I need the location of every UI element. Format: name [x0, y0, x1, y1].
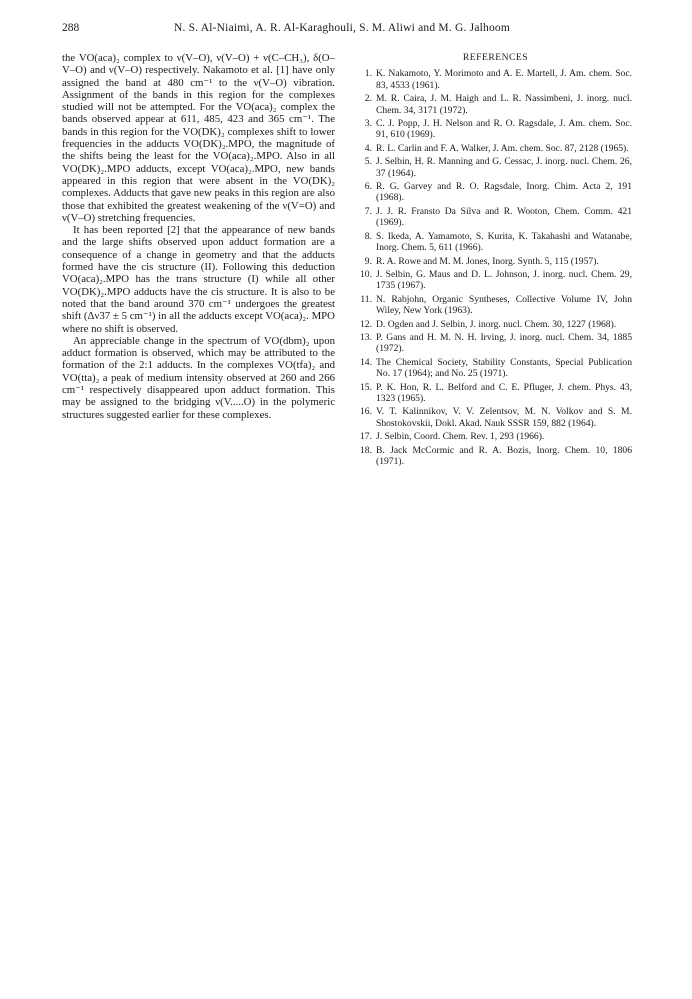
reference-number: 4. [364, 142, 372, 154]
reference-text: B. Jack McCormic and R. A. Bozis, Inorg. Chem. 10, 1806 (1971). [376, 444, 632, 467]
reference-item [359, 206, 632, 229]
reference-number: 18. [360, 444, 372, 456]
reference-number: 6. [364, 181, 372, 193]
reference-item [359, 256, 632, 267]
reference-text: D. Ogden and J. Selbin, J. inorg. nucl. Chem. 30, 1227 (1968). [376, 318, 617, 330]
reference-text: J. Selbin, H. R. Manning and G. Cessac, J. inorg. nucl. Chem. 26, 37 (1964). [376, 156, 632, 179]
references-heading: REFERENCES [462, 52, 529, 63]
body-paragraph: An appreciable change in the spectrum of VO(dbm)₂ upon adduct formation is observed, which may be attributed to the formation of the 2:1 adducts. In the complexes VO(tfa)₂ and VO(tta)₂ a peak of medium intensity observed at 260 and 266 cm⁻¹ respectively disappeared upon adduct formation. This may be assigned to the bridging ν(V.....O) in the polymeric structures suggested earlier for these complexes. [62, 334, 335, 421]
reference-text: J. Selbin, Coord. Chem. Rev. 1, 293 (1966). [376, 431, 545, 443]
reference-text: V. T. Kalinnikov, V. V. Zelentsov, M. N. Volkov and S. M. Shostokovskii, Dokl. Akad. Nauk SSSR 159, 882 (1964). [376, 406, 632, 429]
reference-item [359, 143, 632, 154]
reference-item [359, 319, 632, 330]
reference-number: 2. [364, 93, 372, 105]
reference-item [359, 406, 632, 429]
reference-number: 9. [364, 255, 372, 267]
reference-text: K. Nakamoto, Y. Morimoto and A. E. Martell, J. Am. chem. Soc. 83, 4533 (1961). [376, 68, 632, 91]
reference-text: The Chemical Society, Stability Constants, Special Publication No. 17 (1964); and No. 25 (1971). [376, 356, 632, 380]
reference-item [359, 332, 632, 355]
references-list [359, 68, 632, 467]
reference-number: 1. [364, 68, 372, 80]
body-paragraph: It has been reported [2] that the appearance of new bands and the large shifts observed upon adduct formation are a consequence of a change in geometry and that the adducts formed have the cis structure (II). Following this deduction VO(aca)₂.MPO has the trans structure (I) while all other VO(DK)₂.MPO adducts have the cis structure. It is also to be noted that the band around 370 cm⁻¹ undergoes the greatest shift (Δν37 ± 5 cm⁻¹) in all the adducts except VO(aca)₂. MPO where no shift is observed. [62, 224, 335, 335]
reference-text: P. K. Hon, R. L. Belford and C. E. Pfluger, J. chem. Phys. 43, 1323 (1965). [376, 381, 632, 404]
reference-item [359, 382, 632, 405]
reference-item [359, 431, 632, 442]
reference-item [359, 181, 632, 204]
page-number: 288 [62, 22, 80, 34]
reference-text: C. J. Popp, J. H. Nelson and R. O. Ragsdale, J. Am. chem. Soc. 91, 610 (1969). [376, 118, 632, 141]
reference-text: J. J. R. Fransto Da Silva and R. Wooton, Chem. Comm. 421 (1969). [376, 205, 632, 229]
reference-item [359, 269, 632, 292]
reference-item [359, 68, 632, 91]
reference-text: N. Rabjohn, Organic Syntheses, Collective Volume IV, John Wiley, New York (1963). [376, 293, 632, 317]
page-header [62, 22, 622, 38]
reference-item [359, 294, 632, 317]
reference-number: 15. [360, 381, 372, 393]
reference-number: 11. [360, 293, 372, 305]
reference-text: R. G. Garvey and R. O. Ragsdale, Inorg. Chim. Acta 2, 191 (1968). [376, 181, 632, 204]
reference-item [359, 231, 632, 254]
references-column [359, 52, 632, 469]
body-text-column [62, 52, 335, 421]
reference-text: M. R. Caira, J. M. Haigh and L. R. Nassimbeni, J. inorg. nucl. Chem. 34, 3171 (1972). [376, 93, 632, 116]
reference-number: 16. [360, 406, 372, 418]
reference-number: 13. [360, 331, 372, 343]
reference-item [359, 445, 632, 468]
body-paragraph: the VO(aca)₂ complex to ν(V–O), ν(V–O) + ν(C–CH₃), δ(O–V–O) and ν(V–O) respectively. Nakamoto et al. [1] have only assigned the band at 480 cm⁻¹ to the ν(V–O) vibration. Assignment of the bands in this region for the complexes studied will not be attempted. For the VO(aca)₂ complex the bands observed appear at 611, 485, 423 and 365 cm⁻¹. The bands in this region for the VO(DK)₂ complexes shift to lower frequencies in the adducts VO(DK)₂.MPO, the magnitude of the shifts being the least for the VO(aca)₂.MPO. Also in all VO(DK)₂.MPO adducts, except VO(aca)₂.MPO, new bands appeared in this region that were absent in the VO(DK)₂ complexes. Adducts that gave new peaks in this region are also those that exhibited the greatest weakening of the ν(V=O) and ν(V–O) stretching frequencies. [62, 52, 335, 224]
reference-number: 5. [364, 156, 372, 168]
reference-text: R. L. Carlin and F. A. Walker, J. Am. chem. Soc. 87, 2128 (1965). [376, 142, 629, 154]
reference-text: J. Selbin, G. Maus and D. L. Johnson, J. inorg. nucl. Chem. 29, 1735 (1967). [376, 268, 632, 292]
reference-number: 3. [364, 118, 372, 130]
reference-item [359, 93, 632, 116]
reference-number: 12. [360, 318, 372, 330]
reference-item [359, 357, 632, 380]
reference-item [359, 156, 632, 179]
reference-number: 17. [360, 431, 372, 443]
reference-text: R. A. Rowe and M. M. Jones, Inorg. Synth. 5, 115 (1957). [376, 255, 599, 267]
reference-number: 14. [360, 356, 372, 368]
running-head-authors: N. S. Al-Niaimi, A. R. Al-Karaghouli, S. M. Aliwi and M. G. Jalhoom [173, 22, 511, 34]
reference-item [359, 118, 632, 141]
reference-number: 8. [364, 230, 372, 242]
reference-number: 10. [360, 268, 372, 280]
reference-number: 7. [364, 205, 372, 217]
reference-text: P. Gans and H. M. N. H. Irving, J. inorg. nucl. Chem. 34, 1885 (1972). [376, 331, 632, 355]
reference-text: S. Ikeda, A. Yamamoto, S. Kurita, K. Takahashi and Watanabe, Inorg. Chem. 5, 611 (1966). [376, 230, 632, 254]
